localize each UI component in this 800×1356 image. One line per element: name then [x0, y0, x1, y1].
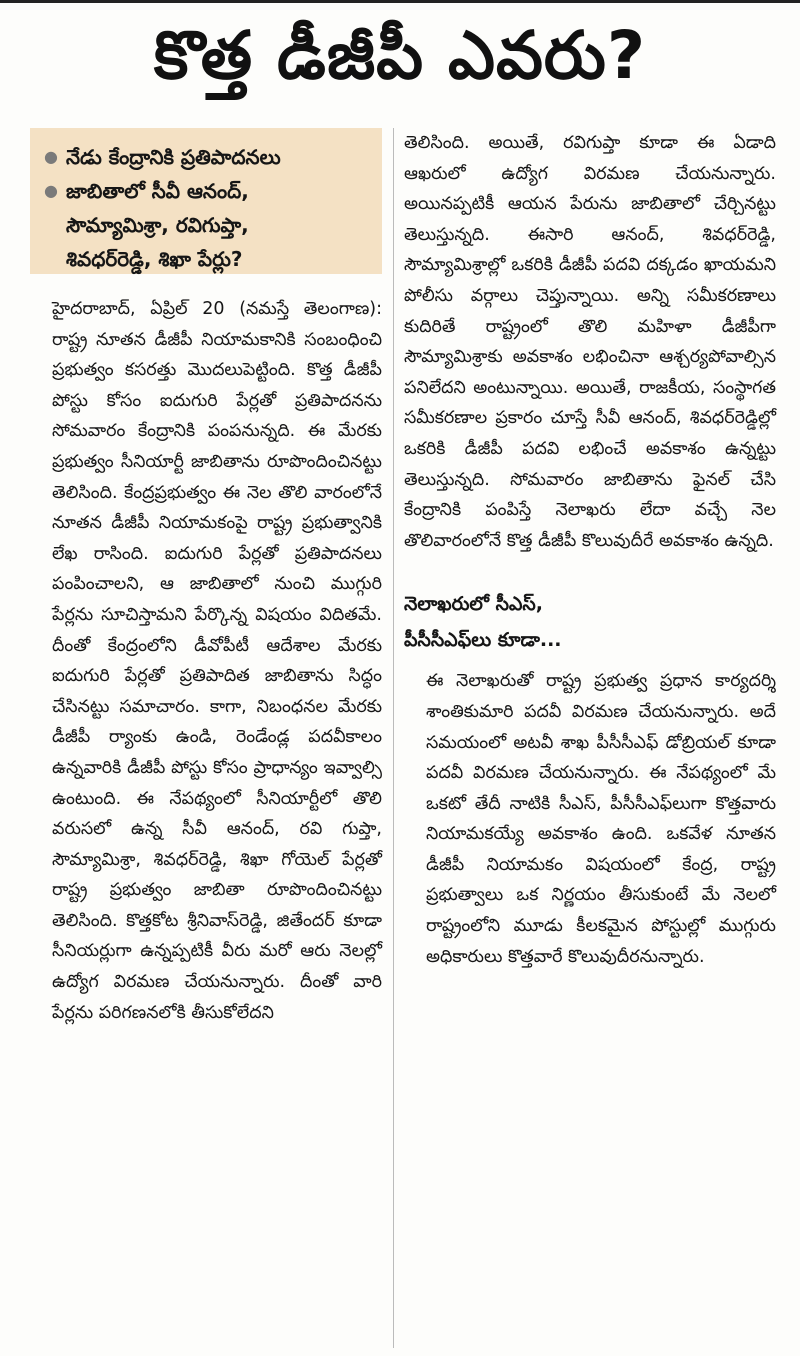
left-column [30, 128, 382, 1028]
highlight-item [44, 174, 372, 276]
column-divider [393, 128, 394, 1348]
highlight-item [44, 140, 372, 174]
article-body-left: హైదరాబాద్, ఏప్రిల్ 20 (నమస్తే తెలంగాణ): రాష్ట్ర నూతన డీజీపీ నియామకానికి సంబంధించి ప్రభుత్వం కసరత్తు మొదలుపెట్టింది. కొత్త డీజీపీ పోస్టు కోసం ఐదుగురి పేర్లతో ప్రతిపాదనను సోమవారం కేంద్రానికి పంపనున్నది. ఈ మేరకు ప్రభుత్వం సీనియార్టీ జాబితాను రూపొందించినట్టు తెలిసింది. కేంద్రప్రభుత్వం ఈ నెల తొలి వారంలోనే నూతన డీజీపీ నియామకంపై రాష్ట్ర ప్రభుత్వానికి లేఖ రాసింది. ఐదుగురి పేర్లతో ప్రతిపాదనలు పంపించాలని, ఆ జాబితాలో నుంచి ముగ్గురి పేర్లను సూచిస్తామని పేర్కొన్న విషయం విదితమే. దీంతో కేంద్రంలోని డీవోపీటీ ఆదేశాల మేరకు ఐదుగురి పేర్లతో ప్రతిపాదిత జాబితాను సిద్ధం చేసినట్టు సమాచారం. కాగా, నిబంధనల మేరకు డీజీపీ ర్యాంకు ఉండి, రెండేండ్ల పదవీకాలం ఉన్నవారికి డీజీపీ పోస్టు కోసం ప్రాధాన్యం ఇవ్వాల్సి ఉంటుంది. ఈ నేపథ్యంలో సీనియార్టీలో తొలి వరుసలో ఉన్న సీవీ ఆనంద్, రవి గుప్తా, సౌమ్యామిశ్రా, శివధర్‌రెడ్డి, శిఖా గోయెల్ పేర్లతో రాష్ట్ర ప్రభుత్వం జాబితా రూపొందించినట్టు తెలిసింది. కొత్తకోట శ్రీనివాస్‌రెడ్డి, జితేందర్ కూడా సీనియర్లుగా ఉన్నప్పటికీ వీరు మరో ఆరు నెలల్లో ఉద్యోగ విరమణ చేయనున్నారు. దీంతో వారి పేర్లను పరిగణనలోకి తీసుకోలేదని [52, 299, 382, 1023]
highlight-text: జాబితాలో సీవీ ఆనంద్, సౌమ్యామిశ్రా, రవిగుప్తా, శివధర్‌రెడ్డి, శిఖా పేర్లు? [66, 179, 249, 271]
headline: కొత్త డీజీపీ ఎవరు? [0, 0, 800, 123]
subheading: నెలాఖరులో సీఎస్, పీసీసీఎఫ్‌లు కూడా... [404, 593, 562, 652]
article-body-right: తెలిసింది. అయితే, రవిగుప్తా కూడా ఈ ఏడాది ఆఖరులో ఉద్యోగ విరమణ చేయనున్నారు. అయినప్పటికీ ఆయన పేరును జాబితాలో చేర్చినట్టు తెలుస్తున్నది. ఈసారి ఆనంద్, శివధర్‌రెడ్డి, సౌమ్యామిశ్రాల్లో ఒకరికి డీజీపీ పదవి దక్కడం ఖాయమని పోలీసు వర్గాలు చెప్తున్నాయి. అన్ని సమీకరణాలు కుదిరితే రాష్ట్రంలో తొలి మహిళా డీజీపీగా సౌమ్యామిశ్రాకు అవకాశం లభించినా ఆశ్చర్యపోవాల్సిన పనిలేదని అంటున్నాయి. అయితే, రాజకీయ, సంస్థాగత సమీకరణాల ప్రకారం చూస్తే సీవీ ఆనంద్, శివధర్‌రెడ్డిల్లో ఒకరికి డీజీపీ పదవి లభించే అవకాశం ఉన్నట్టు తెలుస్తున్నది. సోమవారం జాబితాను ఫైనల్ చేసి కేంద్రానికి పంపిస్తే నెలాఖరు లేదా వచ్చే నెల తొలివారంలోనే కొత్త డీజీపీ కొలువుదీరే అవకాశం ఉన్నది. [404, 133, 776, 551]
bullet-icon: ● [44, 181, 58, 200]
article-body-right-second: ఈ నెలాఖరుతో రాష్ట్ర ప్రభుత్వ ప్రధాన కార్యదర్శి శాంతికుమారి పదవీ విరమణ చేయనున్నారు. అదే సమయంలో అటవీ శాఖ పీసీసీఎఫ్ డోబ్రియల్ కూడా పదవీ విరమణ చేయనున్నారు. ఈ నేపథ్యంలో మే ఒకటో తేదీ నాటికి సీఎస్, పీసీసీఎఫ్‌లుగా కొత్తవారు నియామకయ్యే అవకాశం ఉంది. ఒకవేళ నూతన డీజీపీ నియామకం విషయంలో కేంద్ర, రాష్ట్ర ప్రభుత్వాలు ఒక నిర్ణయం తీసుకుంటే మే నెలలో రాష్ట్రంలోని మూడు కీలకమైన పోస్టుల్లో ముగ్గురు అధికారులు కొత్తవారే కొలువుదీరనున్నారు. [426, 671, 776, 967]
right-column [404, 128, 776, 972]
highlight-text: నేడు కేంద్రానికి ప్రతిపాదనలు [66, 145, 281, 169]
bullet-icon: ● [44, 147, 58, 166]
highlights-box [30, 128, 382, 274]
